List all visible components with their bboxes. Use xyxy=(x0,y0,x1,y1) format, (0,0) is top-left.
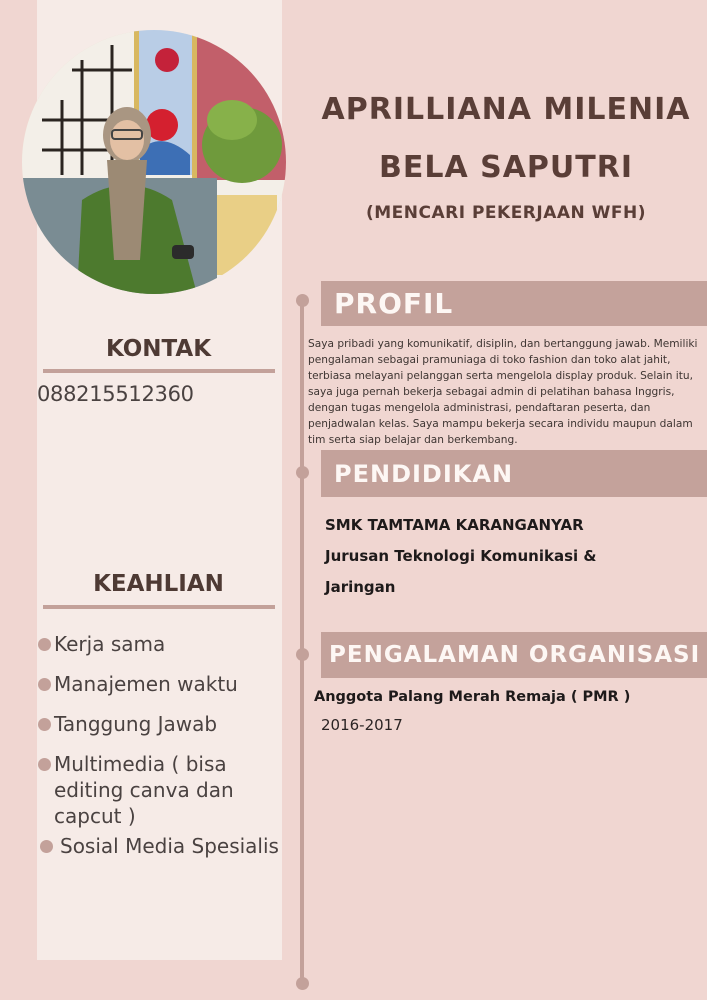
timeline-line xyxy=(300,300,304,985)
phone-number: 088215512360 xyxy=(37,382,194,406)
education-heading: PENDIDIKAN xyxy=(334,459,514,488)
skill-label: Kerja sama xyxy=(54,632,166,656)
skill-label: Multimedia ( bisa editing canva dan capcut ) xyxy=(54,752,234,828)
school-name: SMK TAMTAMA KARANGANYAR xyxy=(325,516,584,534)
timeline-dot-profil xyxy=(296,294,309,307)
timeline-dot-organisasi xyxy=(296,648,309,661)
bullet-dot-icon xyxy=(38,638,51,651)
bullet-dot-icon xyxy=(40,840,53,853)
contact-divider xyxy=(43,369,275,373)
candidate-name-line-1: APRILLIANA MILENIA xyxy=(321,92,691,127)
skills-divider xyxy=(43,605,275,609)
profile-photo xyxy=(22,30,286,294)
skills-heading: KEAHLIAN xyxy=(93,571,224,597)
organization-role: Anggota Palang Merah Remaja ( PMR ) xyxy=(314,689,631,705)
profile-photo-illustration xyxy=(22,30,286,294)
education-section-header xyxy=(321,450,707,497)
timeline-end-dot xyxy=(296,977,309,990)
organization-heading: PENGALAMAN ORGANISASI xyxy=(329,642,701,668)
organization-years: 2016-2017 xyxy=(321,716,403,734)
skill-item xyxy=(38,631,254,657)
profile-heading: PROFIL xyxy=(334,287,454,320)
timeline-dot-pendidikan xyxy=(296,466,309,479)
major-line-2: Jaringan xyxy=(325,578,396,596)
skill-item xyxy=(40,833,300,859)
bullet-dot-icon xyxy=(38,718,51,731)
skill-label: Tanggung Jawab xyxy=(54,712,218,736)
major-line-1: Jurusan Teknologi Komunikasi & xyxy=(325,547,597,565)
skill-item xyxy=(38,751,244,829)
bullet-dot-icon xyxy=(38,758,51,771)
profile-section-header xyxy=(321,281,707,326)
candidate-name-line-2: BELA SAPUTRI xyxy=(378,150,634,185)
bullet-dot-icon xyxy=(38,678,51,691)
skill-item xyxy=(38,671,254,697)
skill-label: Sosial Media Spesialis xyxy=(60,834,279,858)
skill-item xyxy=(38,711,254,737)
organization-section-header xyxy=(321,632,707,678)
contact-heading: KONTAK xyxy=(105,336,212,362)
job-objective-subtitle: (MENCARI PEKERJAAN WFH) xyxy=(365,203,647,223)
skill-label: Manajemen waktu xyxy=(54,672,238,696)
profile-summary: Saya pribadi yang komunikatif, disiplin, dan bertanggung jawab. Memiliki pengalaman sebagai pramuniaga di toko fashion dan toko alat jahit, terbiasa melayani pelanggan serta mengelola display produk. Selain itu, saya juga pernah bekerja sebagai admin di pelatihan bahasa Inggris, dengan tugas mengelola administrasi, pendaftaran peserta, dan penjadwalan kelas. Saya mampu bekerja secara individu maupun dalam tim serta siap belajar dan berkembang. xyxy=(308,338,698,446)
